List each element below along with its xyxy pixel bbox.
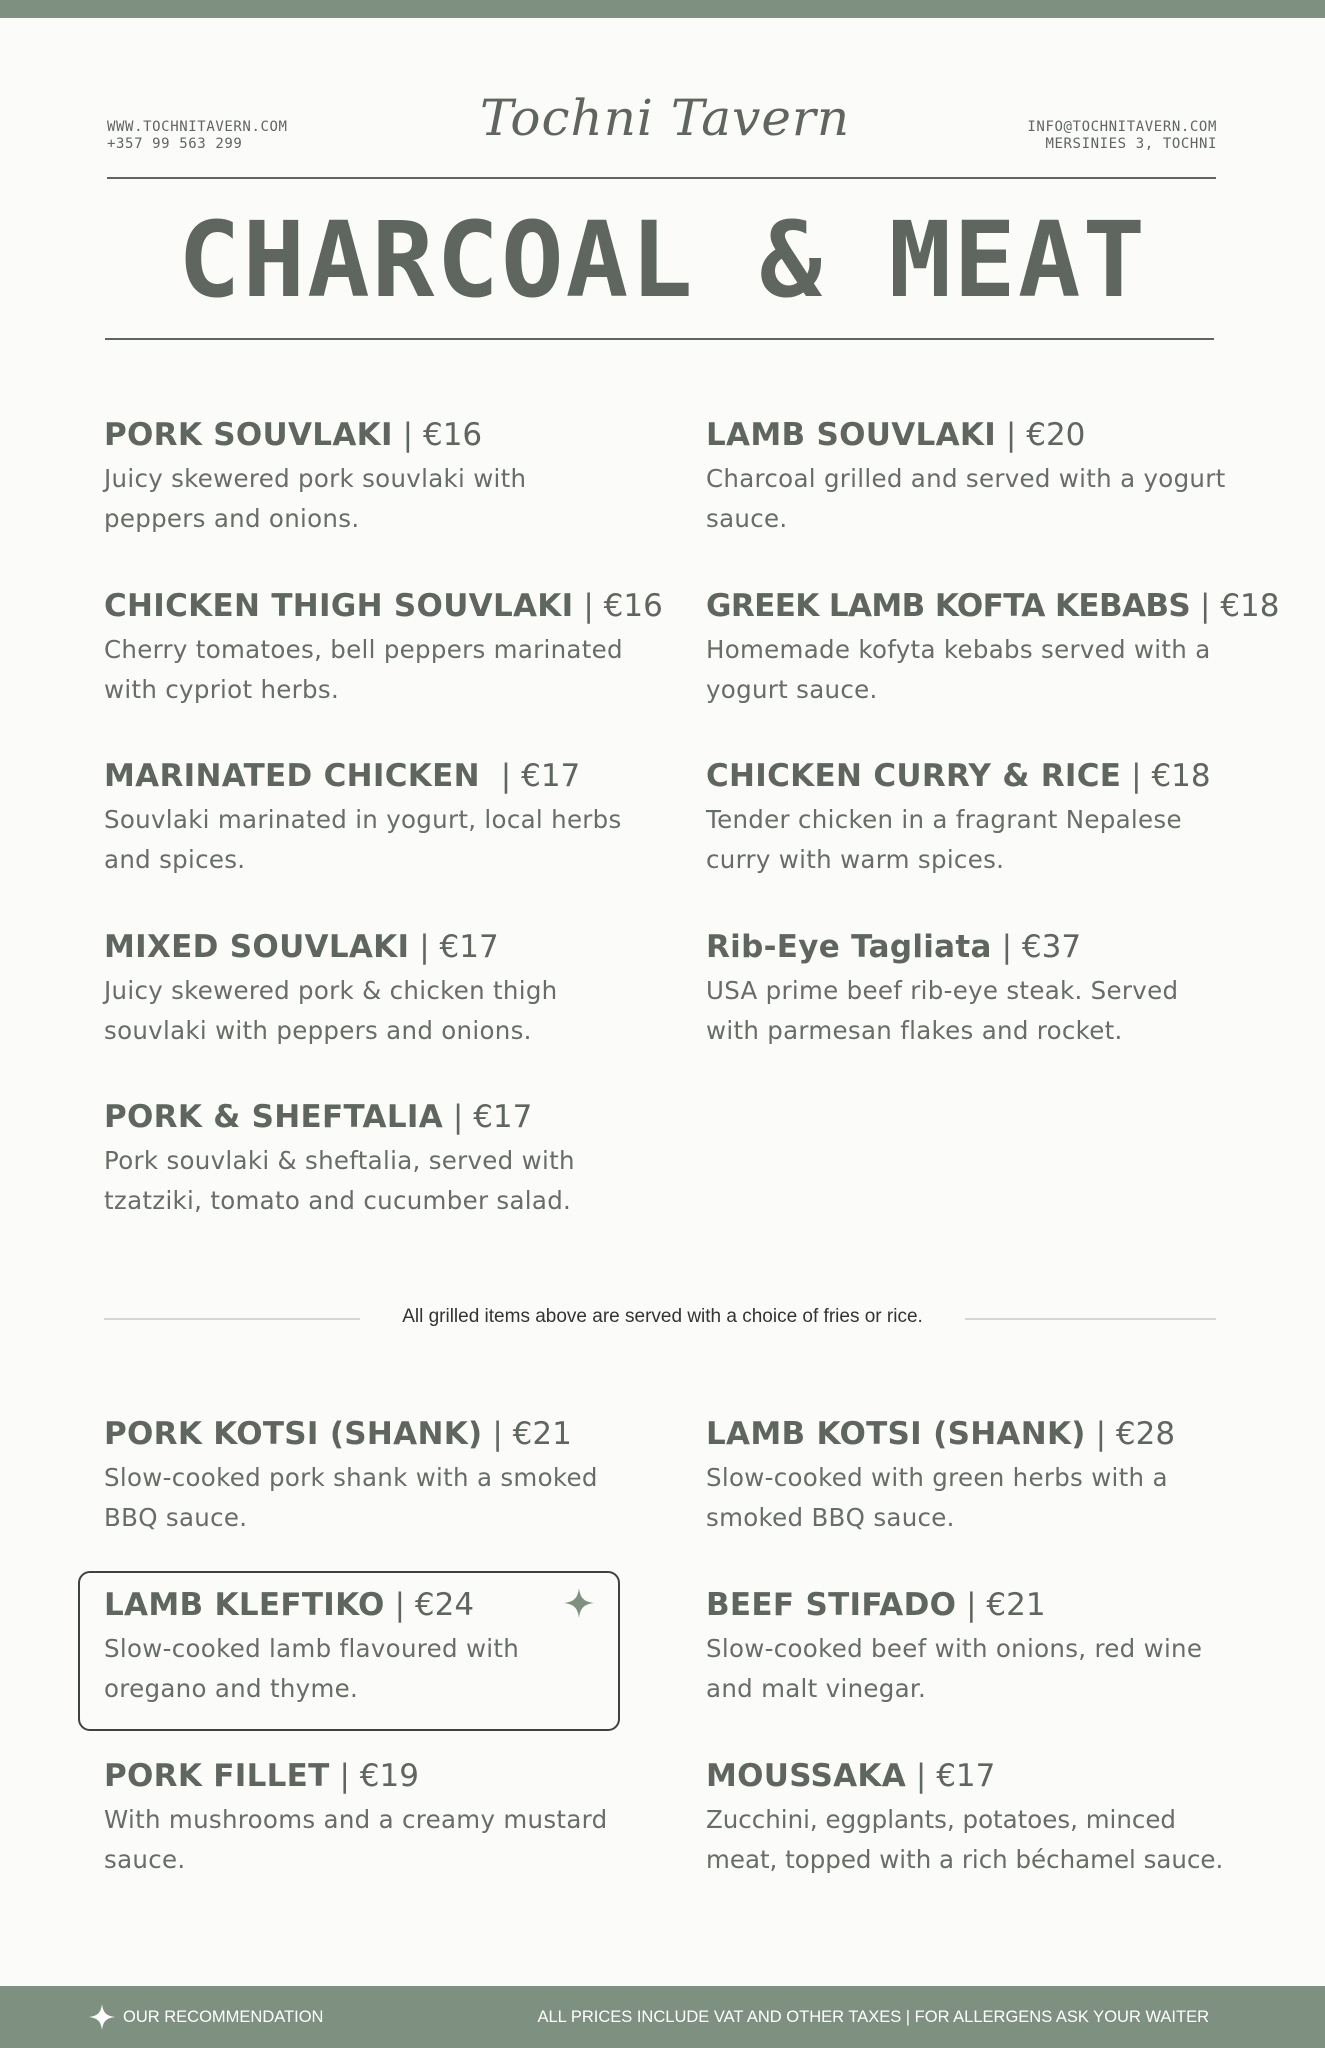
item-name: PORK & SHEFTALIA <box>104 1099 444 1135</box>
item-description: Tender chicken in a fragrant Nepalese curry with warm spices. <box>706 805 1182 874</box>
menu-item: PORK FILLET | €19 With mushrooms and a creamy mustard sauce. <box>104 1756 664 1880</box>
item-name: GREEK LAMB KOFTA KEBABS <box>706 588 1191 624</box>
item-price: €16 <box>603 588 663 624</box>
menu-item: PORK & SHEFTALIA | €17 Pork souvlaki & sheftalia, served with tzatziki, tomato and cucumber salad. <box>104 1097 664 1221</box>
served-with-note: All grilled items above are served with a choice of fries or rice. <box>402 1306 923 1327</box>
recommendation-legend: OUR RECOMMENDATION <box>123 2008 324 2026</box>
item-name: MIXED SOUVLAKI <box>104 929 410 965</box>
website-text: WWW.TOCHNITAVERN.COM <box>107 119 288 135</box>
menu-item: LAMB SOUVLAKI | €20 Charcoal grilled and served with a yogurt sauce. <box>706 415 1266 539</box>
item-price: €24 <box>414 1587 475 1623</box>
item-name: Rib-Eye Tagliata <box>706 929 992 965</box>
item-price: €19 <box>359 1758 419 1794</box>
four-point-star-icon <box>88 2003 116 2031</box>
title-rule <box>105 338 1214 340</box>
menu-item: CHICKEN CURRY & RICE | €18 Tender chicken in a fragrant Nepalese curry with warm spices. <box>706 756 1266 880</box>
item-price: €20 <box>1026 417 1086 453</box>
menu-item: CHICKEN THIGH SOUVLAKI | €16 Cherry tomatoes, bell peppers marinated with cypriot herbs. <box>104 586 664 710</box>
menu-item: MOUSSAKA | €17 Zucchini, eggplants, potatoes, minced meat, topped with a rich béchamel sauce. <box>706 1756 1266 1880</box>
note-divider-right <box>965 1318 1216 1320</box>
item-description: Juicy skewered pork & chicken thigh souvlaki with peppers and onions. <box>104 976 558 1045</box>
logo <box>479 80 851 160</box>
item-name: PORK SOUVLAKI <box>104 417 393 453</box>
menu-item: GREEK LAMB KOFTA KEBABS | €18 Homemade kofyta kebabs served with a yogurt sauce. <box>706 586 1266 710</box>
item-name: MARINATED CHICKEN <box>104 758 491 794</box>
item-price: €17 <box>473 1099 533 1135</box>
item-name: LAMB SOUVLAKI <box>706 417 997 453</box>
item-name: MOUSSAKA <box>706 1758 907 1794</box>
item-description: Juicy skewered pork souvlaki with peppers and onions. <box>104 464 527 533</box>
item-price: €21 <box>986 1587 1046 1623</box>
item-name: CHICKEN THIGH SOUVLAKI <box>104 588 574 624</box>
menu-item: LAMB KOTSI (SHANK) | €28 Slow-cooked with green herbs with a smoked BBQ sauce. <box>706 1414 1266 1538</box>
item-price: €18 <box>1220 588 1280 624</box>
item-price: €16 <box>422 417 483 453</box>
logo-svg <box>479 80 851 160</box>
item-price: €17 <box>439 929 499 965</box>
item-description: Souvlaki marinated in yogurt, local herbs and spices. <box>104 805 622 874</box>
logo-text: Tochni Tavern <box>479 89 851 147</box>
item-description: Charcoal grilled and served with a yogurt sauce. <box>706 464 1226 533</box>
item-description: With mushrooms and a creamy mustard sauce. <box>104 1805 608 1874</box>
item-description: Pork souvlaki & sheftalia, served with tzatziki, tomato and cucumber salad. <box>104 1146 575 1215</box>
header-rule <box>107 177 1216 179</box>
taxes-note: ALL PRICES INCLUDE VAT AND OTHER TAXES | FOR ALLERGENS ASK YOUR WAITER <box>537 2008 1209 2026</box>
item-price: €28 <box>1115 1416 1176 1452</box>
contact-left <box>107 119 288 153</box>
item-description: Cherry tomatoes, bell peppers marinated with cypriot herbs. <box>104 635 623 704</box>
item-price: €37 <box>1021 929 1082 965</box>
menu-item-recommended: LAMB KLEFTIKO | €24 Slow-cooked lamb flavoured with oregano and thyme. <box>104 1585 664 1709</box>
menu-item: PORK SOUVLAKI | €16 Juicy skewered pork souvlaki with peppers and onions. <box>104 415 664 539</box>
item-name: LAMB KLEFTIKO <box>104 1587 385 1623</box>
menu-item: Rib-Eye Tagliata | €37 USA prime beef rib-eye steak. Served with parmesan flakes and rocket. <box>706 927 1266 1051</box>
page-title: CHARCOAL & MEAT <box>177 199 1148 321</box>
item-description: Zucchini, eggplants, potatoes, minced meat, topped with a rich béchamel sauce. <box>706 1805 1224 1874</box>
item-price: €17 <box>521 758 581 794</box>
item-name: PORK KOTSI (SHANK) <box>104 1416 483 1452</box>
menu-item: MIXED SOUVLAKI | €17 Juicy skewered pork & chicken thigh souvlaki with peppers and onions. <box>104 927 664 1051</box>
note-divider-left <box>104 1318 360 1320</box>
menu-item: PORK KOTSI (SHANK) | €21 Slow-cooked pork shank with a smoked BBQ sauce. <box>104 1414 664 1538</box>
menu-item: MARINATED CHICKEN | €17 Souvlaki marinated in yogurt, local herbs and spices. <box>104 756 664 880</box>
phone-text: +357 99 563 299 <box>107 136 243 152</box>
item-name: BEEF STIFADO <box>706 1587 957 1623</box>
contact-right <box>1027 119 1217 153</box>
address-text: MERSINIES 3, TOCHNI <box>1045 136 1217 152</box>
item-description: Slow-cooked beef with onions, red wine and malt vinegar. <box>706 1634 1203 1703</box>
item-name: PORK FILLET <box>104 1758 330 1794</box>
top-bar <box>0 0 1325 18</box>
item-description: Slow-cooked with green herbs with a smoked BBQ sauce. <box>706 1463 1168 1532</box>
item-description: USA prime beef rib-eye steak. Served with parmesan flakes and rocket. <box>706 976 1179 1045</box>
item-description: Slow-cooked lamb flavoured with oregano and thyme. <box>104 1634 520 1703</box>
item-price: €21 <box>512 1416 572 1452</box>
item-description: Homemade kofyta kebabs served with a yogurt sauce. <box>706 635 1211 704</box>
item-price: €18 <box>1151 758 1211 794</box>
footer-bar <box>0 1986 1325 2048</box>
menu-item: BEEF STIFADO | €21 Slow-cooked beef with onions, red wine and malt vinegar. <box>706 1585 1266 1709</box>
email-text: INFO@TOCHNITAVERN.COM <box>1027 119 1217 135</box>
item-name: LAMB KOTSI (SHANK) <box>706 1416 1086 1452</box>
item-description: Slow-cooked pork shank with a smoked BBQ sauce. <box>104 1463 598 1532</box>
item-price: €17 <box>936 1758 996 1794</box>
item-name: CHICKEN CURRY & RICE <box>706 758 1122 794</box>
